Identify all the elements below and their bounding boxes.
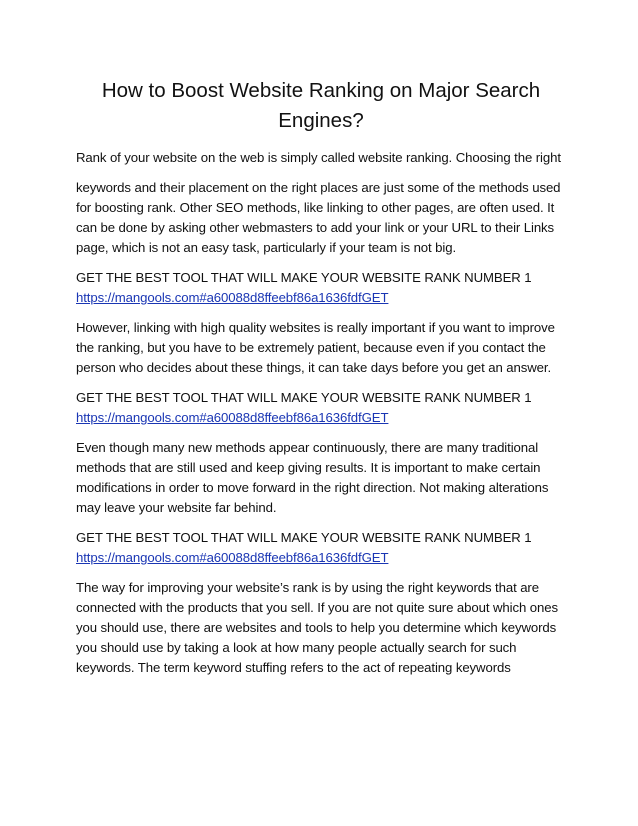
paragraph-intro bbox=[76, 148, 566, 168]
paragraph-keywords bbox=[76, 178, 566, 258]
paragraph-right-keywords-text: The way for improving your website’s rank is by using the right keywords that are connected with the products that you sell. If you are not quite sure about which ones you should use, there are websites and tools to help you determine which keywords you should use by taking a look at how many people actually search for such keywords. The term keyword stuffing refers to the act of repeating keywords bbox=[76, 580, 558, 675]
paragraph-linking-text: However, linking with high quality websites is really important if you want to improve the ranking, but you have to be extremely patient, because even if you contact the person who decides about these things, it can take days before you get an answer. bbox=[76, 320, 555, 375]
document-title bbox=[76, 76, 566, 136]
cta-text: GET THE BEST TOOL THAT WILL MAKE YOUR WEBSITE RANK NUMBER 1 bbox=[76, 390, 532, 405]
cta-block-1 bbox=[76, 268, 566, 308]
cta-block-2 bbox=[76, 388, 566, 428]
cta-block-3 bbox=[76, 528, 566, 568]
cta-text: GET THE BEST TOOL THAT WILL MAKE YOUR WEBSITE RANK NUMBER 1 bbox=[76, 530, 532, 545]
cta-link[interactable]: https://mangools.com#a60088d8ffeebf86a1636fdfGET bbox=[76, 290, 389, 305]
cta-link[interactable]: https://mangools.com#a60088d8ffeebf86a1636fdfGET bbox=[76, 550, 389, 565]
paragraph-methods bbox=[76, 438, 566, 518]
paragraph-right-keywords bbox=[76, 578, 566, 678]
paragraph-intro-text: Rank of your website on the web is simply called website ranking. Choosing the right bbox=[76, 150, 561, 165]
title-line-2: Engines? bbox=[278, 109, 364, 132]
title-line-1: How to Boost Website Ranking on Major Search bbox=[101, 79, 541, 102]
paragraph-linking bbox=[76, 318, 566, 378]
cta-text: GET THE BEST TOOL THAT WILL MAKE YOUR WEBSITE RANK NUMBER 1 bbox=[76, 270, 532, 285]
paragraph-methods-text: Even though many new methods appear continuously, there are many traditional methods that are still used and keep giving results. It is important to make certain modifications in order to move forward in the right direction. Not making alterations may leave your website far behind. bbox=[76, 440, 549, 515]
paragraph-keywords-text: keywords and their placement on the right places are just some of the methods used for boosting rank. Other SEO methods, like linking to other pages, are often used. It can be done by asking other webmasters to add your link or your URL to their Links page, which is not an easy task, particularly if your team is not big. bbox=[76, 180, 561, 255]
cta-link[interactable]: https://mangools.com#a60088d8ffeebf86a1636fdfGET bbox=[76, 410, 389, 425]
